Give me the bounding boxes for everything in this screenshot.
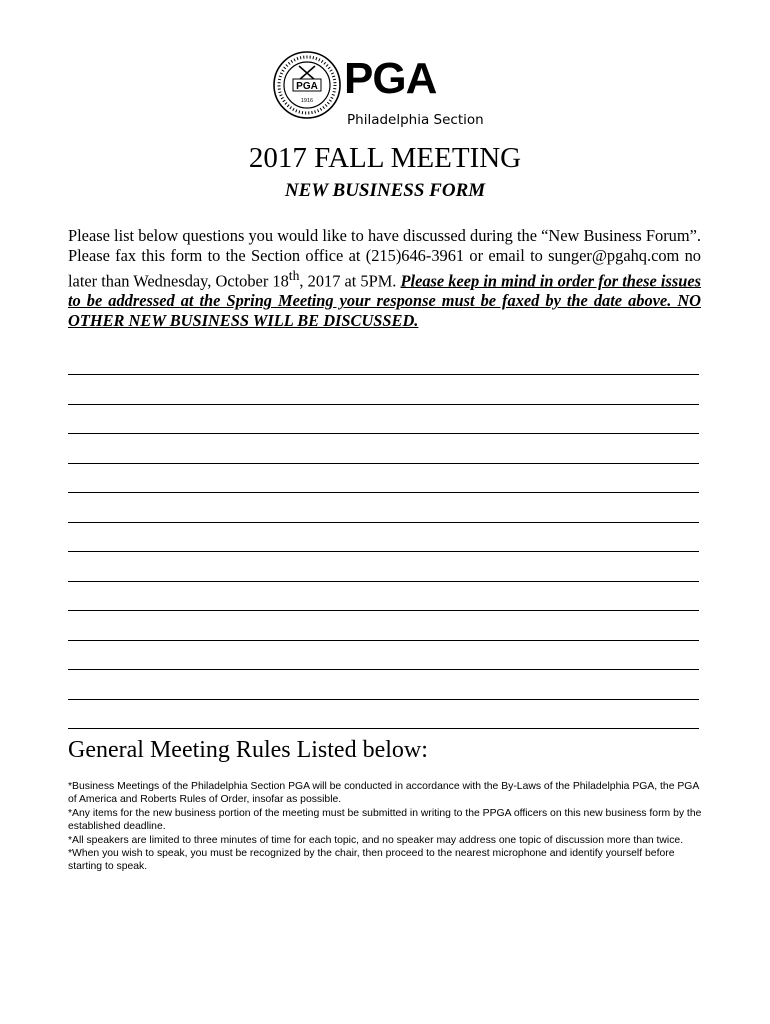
page-title: 2017 FALL MEETING [248,142,522,174]
pga-seal-icon [272,50,342,120]
instructions-emphasis: Please keep in mind in order for these issues to be addressed at the Spring Meeting your response must be faxed by the date above. NO OTHER NEW BUSINESS WILL BE DISCUSSED. [68,271,702,331]
form-subtitle: NEW BUSINESS FORM [284,180,486,201]
response-line[interactable] [68,728,699,729]
response-line[interactable] [68,581,699,582]
response-line[interactable] [68,669,699,670]
pga-logo [272,50,502,134]
response-line[interactable] [68,551,699,552]
response-line[interactable] [68,522,699,523]
rule-item: *Business Meetings of the Philadelphia Section PGA will be conducted in accordance with the By-Laws of the Philadelphia PGA, the PGA of America and Roberts Rules of Order, insofar as possible. [68,781,699,806]
response-line[interactable] [68,699,699,700]
response-line[interactable] [68,610,699,611]
response-line[interactable] [68,492,699,493]
seal-text: PGA [296,81,318,92]
instructions-text: Please list below questions you would like to have discussed during the “New Business Forum”. Please fax this form to the Section office at (215)646-3961 or email to sunger@pgahq.com no later than Wednesday, October 18 [68,226,701,291]
response-line[interactable] [68,433,699,434]
rules-list [68,780,708,874]
rule-item: *Any items for the new business portion of the meeting must be submitted in writing to the PPGA officers on this new business form by the established deadline. [68,807,702,833]
rules-heading: General Meeting Rules Listed below: [68,737,428,763]
response-lines [68,374,699,758]
response-line[interactable] [68,463,699,464]
section-name: Philadelphia Section [347,112,484,128]
response-line[interactable] [68,640,699,641]
response-line[interactable] [68,404,699,405]
rule-item: *When you wish to speak, you must be recognized by the chair, then proceed to the nearest microphone and identify yourself before starting to speak. [68,848,675,873]
instructions-paragraph [68,226,701,331]
instructions-text-continued: , 2017 at 5PM. [299,271,401,291]
brand-name: PGA [344,54,437,103]
seal-year: 1916 [300,98,314,104]
date-suffix: th [288,268,300,283]
rule-item: *All speakers are limited to three minutes of time for each topic, and no speaker may address one topic of discussion more than twice. [68,834,684,846]
response-line[interactable] [68,374,699,375]
